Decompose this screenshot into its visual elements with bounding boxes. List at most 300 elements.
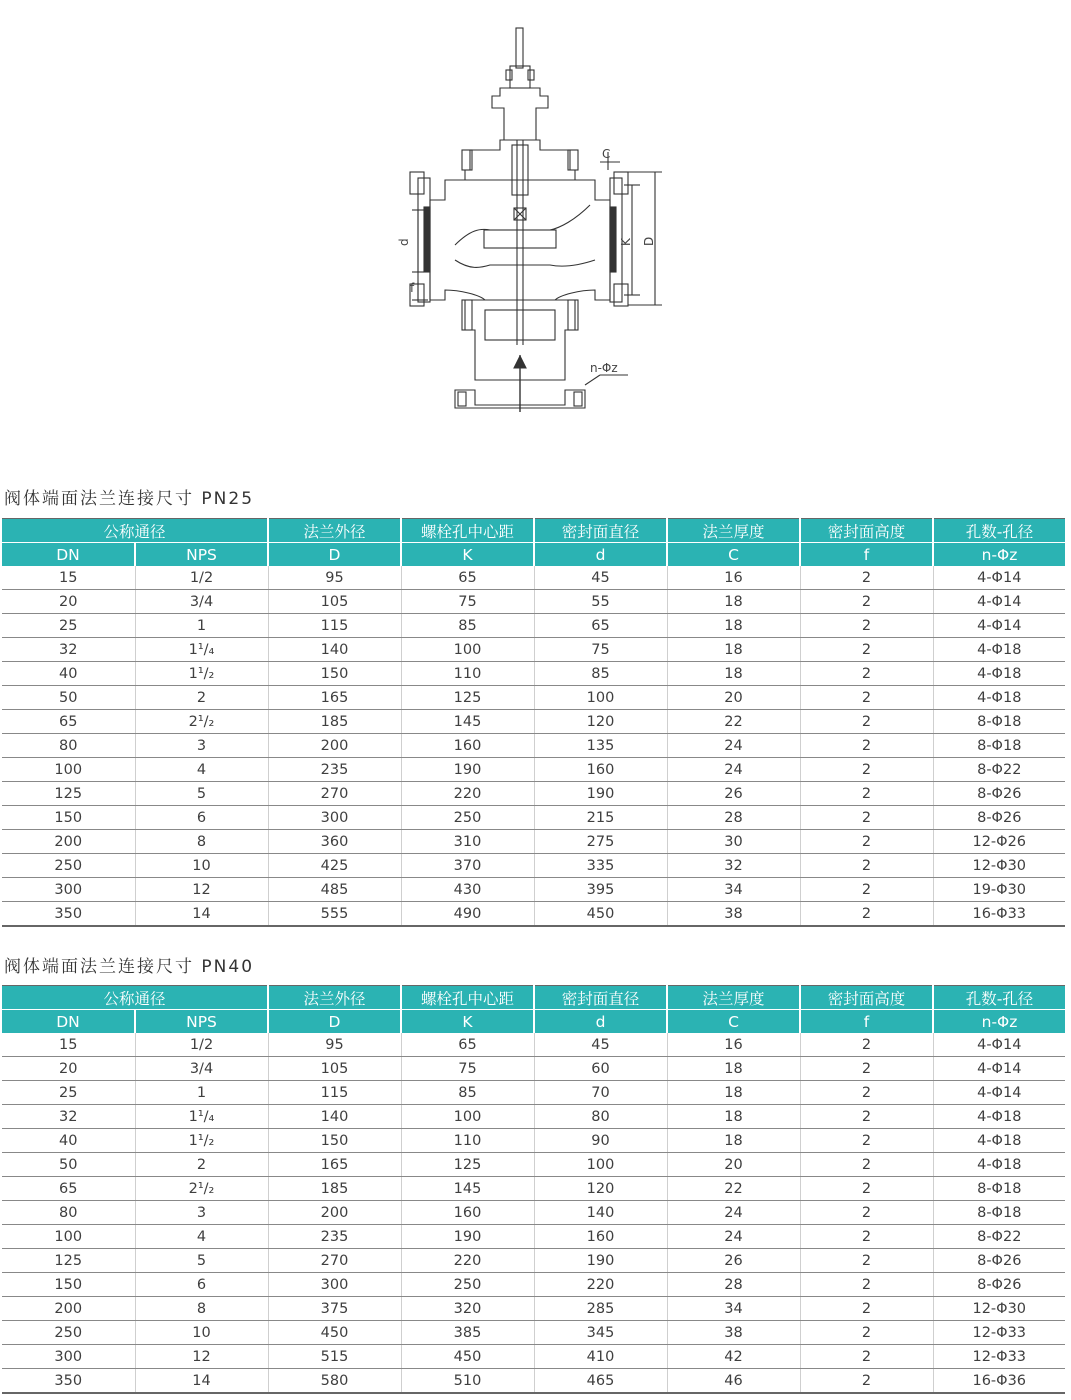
cell-nps: 6	[135, 1273, 268, 1297]
cell-seal-height: 2	[800, 1201, 933, 1225]
cell-bolt-circle: 220	[401, 1249, 534, 1273]
dim-label-k: K	[619, 238, 633, 246]
cell-outer-diameter: 95	[268, 566, 401, 590]
cell-outer-diameter: 425	[268, 854, 401, 878]
header-nominal-size: 公称通径	[2, 986, 268, 1010]
cell-seal-diameter: 100	[534, 686, 667, 710]
cell-bolt-circle: 385	[401, 1321, 534, 1345]
header-seal-diameter: 密封面直径	[534, 519, 667, 543]
cell-seal-height: 2	[800, 1033, 933, 1057]
cell-bolt-circle: 310	[401, 830, 534, 854]
cell-dn: 300	[2, 1345, 135, 1369]
cell-thickness: 24	[667, 1225, 800, 1249]
header-seal-height: 密封面高度	[800, 986, 933, 1010]
cell-seal-diameter: 285	[534, 1297, 667, 1321]
cell-holes: 8-Φ26	[933, 782, 1065, 806]
cell-nps: 3/4	[135, 590, 268, 614]
cell-seal-height: 2	[800, 1249, 933, 1273]
cell-nps: 4	[135, 758, 268, 782]
cell-seal-diameter: 220	[534, 1273, 667, 1297]
cell-nps: 8	[135, 830, 268, 854]
cell-nps: 10	[135, 854, 268, 878]
cell-nps: 6	[135, 806, 268, 830]
cell-seal-height: 2	[800, 1105, 933, 1129]
cell-outer-diameter: 360	[268, 830, 401, 854]
cell-holes: 4-Φ14	[933, 1033, 1065, 1057]
table-row	[2, 1273, 1065, 1297]
table-row	[2, 686, 1065, 710]
cell-outer-diameter: 450	[268, 1321, 401, 1345]
cell-dn: 125	[2, 782, 135, 806]
cell-nps: 2¹/₂	[135, 1177, 268, 1201]
cell-holes: 12-Φ30	[933, 1297, 1065, 1321]
cell-seal-height: 2	[800, 1297, 933, 1321]
cell-holes: 8-Φ18	[933, 1177, 1065, 1201]
cell-seal-diameter: 65	[534, 614, 667, 638]
cell-thickness: 38	[667, 1321, 800, 1345]
cell-thickness: 46	[667, 1369, 800, 1394]
table-row	[2, 806, 1065, 830]
cell-outer-diameter: 300	[268, 806, 401, 830]
cell-thickness: 24	[667, 734, 800, 758]
table-row	[2, 614, 1065, 638]
cell-holes: 4-Φ18	[933, 1105, 1065, 1129]
cell-dn: 200	[2, 1297, 135, 1321]
cell-bolt-circle: 250	[401, 806, 534, 830]
cell-thickness: 32	[667, 854, 800, 878]
cell-holes: 16-Φ36	[933, 1369, 1065, 1394]
cell-bolt-circle: 75	[401, 1057, 534, 1081]
cell-seal-diameter: 345	[534, 1321, 667, 1345]
cell-seal-diameter: 135	[534, 734, 667, 758]
cell-seal-height: 2	[800, 566, 933, 590]
cell-bolt-circle: 125	[401, 1153, 534, 1177]
cell-dn: 25	[2, 614, 135, 638]
cell-seal-height: 2	[800, 758, 933, 782]
cell-holes: 8-Φ18	[933, 1201, 1065, 1225]
cell-dn: 350	[2, 1369, 135, 1394]
cell-bolt-circle: 370	[401, 854, 534, 878]
cell-thickness: 18	[667, 1105, 800, 1129]
cell-thickness: 24	[667, 1201, 800, 1225]
cell-seal-diameter: 450	[534, 902, 667, 927]
cell-holes: 4-Φ18	[933, 1153, 1065, 1177]
cell-outer-diameter: 185	[268, 710, 401, 734]
table-row	[2, 1369, 1065, 1394]
cell-dn: 300	[2, 878, 135, 902]
header-bolt-circle: 螺栓孔中心距	[401, 986, 534, 1010]
cell-outer-diameter: 375	[268, 1297, 401, 1321]
subheader-d-seal: d	[534, 1010, 667, 1034]
table-row	[2, 1129, 1065, 1153]
cell-seal-diameter: 45	[534, 566, 667, 590]
cell-outer-diameter: 200	[268, 734, 401, 758]
cell-holes: 4-Φ18	[933, 662, 1065, 686]
cell-outer-diameter: 95	[268, 1033, 401, 1057]
cell-outer-diameter: 140	[268, 638, 401, 662]
cell-seal-height: 2	[800, 1057, 933, 1081]
cell-seal-diameter: 90	[534, 1129, 667, 1153]
cell-dn: 150	[2, 806, 135, 830]
cell-dn: 100	[2, 1225, 135, 1249]
cell-nps: 14	[135, 902, 268, 927]
cell-seal-height: 2	[800, 662, 933, 686]
cell-bolt-circle: 65	[401, 1033, 534, 1057]
cell-nps: 1¹/₂	[135, 1129, 268, 1153]
cell-dn: 15	[2, 566, 135, 590]
header-holes: 孔数-孔径	[933, 986, 1065, 1010]
dim-label-d: d	[397, 238, 411, 246]
cell-holes: 4-Φ14	[933, 590, 1065, 614]
cell-bolt-circle: 125	[401, 686, 534, 710]
cell-thickness: 38	[667, 902, 800, 927]
cell-seal-diameter: 215	[534, 806, 667, 830]
cell-seal-height: 2	[800, 902, 933, 927]
cell-seal-diameter: 335	[534, 854, 667, 878]
cell-nps: 2	[135, 1153, 268, 1177]
cell-seal-height: 2	[800, 806, 933, 830]
table-row	[2, 662, 1065, 686]
cell-outer-diameter: 115	[268, 614, 401, 638]
cell-seal-height: 2	[800, 1345, 933, 1369]
dim-label-outer-d: D	[642, 236, 656, 246]
subheader-k: K	[401, 1010, 534, 1034]
table-row	[2, 878, 1065, 902]
cell-dn: 350	[2, 902, 135, 927]
cell-seal-diameter: 80	[534, 1105, 667, 1129]
header-flange-thickness: 法兰厚度	[667, 519, 800, 543]
cell-seal-diameter: 160	[534, 758, 667, 782]
cell-thickness: 18	[667, 590, 800, 614]
table-row	[2, 734, 1065, 758]
cell-thickness: 16	[667, 1033, 800, 1057]
cell-outer-diameter: 270	[268, 1249, 401, 1273]
cell-seal-height: 2	[800, 830, 933, 854]
flange-dimension-table-pn25	[2, 518, 1065, 927]
cell-dn: 150	[2, 1273, 135, 1297]
subheader-nps: NPS	[135, 543, 268, 567]
cell-bolt-circle: 160	[401, 734, 534, 758]
subheader-d-outer: D	[268, 1010, 401, 1034]
cell-dn: 65	[2, 1177, 135, 1201]
cell-seal-diameter: 410	[534, 1345, 667, 1369]
table-row	[2, 1201, 1065, 1225]
table-row	[2, 1105, 1065, 1129]
cell-holes: 12-Φ30	[933, 854, 1065, 878]
cell-holes: 8-Φ26	[933, 806, 1065, 830]
cell-seal-height: 2	[800, 1369, 933, 1394]
dim-label-c: C	[602, 147, 611, 161]
header-flange-od: 法兰外径	[268, 519, 401, 543]
cell-nps: 1¹/₄	[135, 638, 268, 662]
cell-bolt-circle: 190	[401, 758, 534, 782]
cell-thickness: 26	[667, 782, 800, 806]
cell-nps: 3/4	[135, 1057, 268, 1081]
subheader-c: C	[667, 543, 800, 567]
cell-bolt-circle: 220	[401, 782, 534, 806]
cell-seal-diameter: 120	[534, 710, 667, 734]
cell-dn: 15	[2, 1033, 135, 1057]
cell-outer-diameter: 185	[268, 1177, 401, 1201]
cell-bolt-circle: 450	[401, 1345, 534, 1369]
cell-seal-height: 2	[800, 1321, 933, 1345]
cell-seal-height: 2	[800, 1225, 933, 1249]
cell-seal-diameter: 275	[534, 830, 667, 854]
subheader-c: C	[667, 1010, 800, 1034]
header-seal-height: 密封面高度	[800, 519, 933, 543]
cell-seal-diameter: 140	[534, 1201, 667, 1225]
cell-thickness: 18	[667, 662, 800, 686]
cell-bolt-circle: 430	[401, 878, 534, 902]
cell-seal-height: 2	[800, 878, 933, 902]
cell-bolt-circle: 320	[401, 1297, 534, 1321]
cell-holes: 8-Φ22	[933, 1225, 1065, 1249]
cell-seal-height: 2	[800, 734, 933, 758]
table-title-pn25: 阀体端面法兰连接尺寸 PN25	[4, 489, 255, 509]
dim-label-f: f	[410, 281, 415, 295]
cell-nps: 8	[135, 1297, 268, 1321]
cell-bolt-circle: 85	[401, 614, 534, 638]
cell-holes: 4-Φ18	[933, 638, 1065, 662]
cell-dn: 32	[2, 1105, 135, 1129]
subheader-f: f	[800, 543, 933, 567]
cell-seal-height: 2	[800, 614, 933, 638]
cell-dn: 32	[2, 638, 135, 662]
cell-holes: 12-Φ26	[933, 830, 1065, 854]
cell-outer-diameter: 580	[268, 1369, 401, 1394]
cell-nps: 12	[135, 1345, 268, 1369]
subheader-d-seal: d	[534, 543, 667, 567]
flange-dimension-table-pn40	[2, 985, 1065, 1394]
valve-cross-section-drawing	[380, 20, 680, 420]
cell-outer-diameter: 300	[268, 1273, 401, 1297]
table-row	[2, 902, 1065, 927]
cell-seal-height: 2	[800, 686, 933, 710]
cell-holes: 16-Φ33	[933, 902, 1065, 927]
cell-holes: 4-Φ14	[933, 614, 1065, 638]
cell-nps: 1	[135, 1081, 268, 1105]
cell-seal-diameter: 45	[534, 1033, 667, 1057]
cell-holes: 8-Φ26	[933, 1273, 1065, 1297]
cell-nps: 1¹/₄	[135, 1105, 268, 1129]
cell-outer-diameter: 150	[268, 1129, 401, 1153]
cell-outer-diameter: 165	[268, 686, 401, 710]
cell-bolt-circle: 110	[401, 662, 534, 686]
table-row	[2, 566, 1065, 590]
cell-dn: 40	[2, 1129, 135, 1153]
cell-bolt-circle: 510	[401, 1369, 534, 1394]
table-row	[2, 590, 1065, 614]
cell-bolt-circle: 160	[401, 1201, 534, 1225]
cell-dn: 80	[2, 734, 135, 758]
cell-bolt-circle: 490	[401, 902, 534, 927]
cell-outer-diameter: 105	[268, 590, 401, 614]
cell-nps: 10	[135, 1321, 268, 1345]
cell-thickness: 18	[667, 1129, 800, 1153]
cell-dn: 80	[2, 1201, 135, 1225]
cell-outer-diameter: 235	[268, 758, 401, 782]
cell-outer-diameter: 555	[268, 902, 401, 927]
cell-bolt-circle: 100	[401, 638, 534, 662]
cell-seal-diameter: 190	[534, 1249, 667, 1273]
dim-label-holes: n-Φz	[590, 361, 618, 375]
cell-seal-height: 2	[800, 638, 933, 662]
cell-dn: 20	[2, 590, 135, 614]
cell-thickness: 18	[667, 638, 800, 662]
table-row	[2, 854, 1065, 878]
header-holes: 孔数-孔径	[933, 519, 1065, 543]
cell-thickness: 24	[667, 758, 800, 782]
table-row	[2, 710, 1065, 734]
cell-holes: 4-Φ18	[933, 1129, 1065, 1153]
subheader-holes: n-Φz	[933, 1010, 1065, 1034]
cell-nps: 12	[135, 878, 268, 902]
table-row	[2, 1033, 1065, 1057]
cell-outer-diameter: 515	[268, 1345, 401, 1369]
cell-outer-diameter: 140	[268, 1105, 401, 1129]
cell-seal-diameter: 465	[534, 1369, 667, 1394]
cell-seal-height: 2	[800, 1081, 933, 1105]
cell-outer-diameter: 200	[268, 1201, 401, 1225]
header-bolt-circle: 螺栓孔中心距	[401, 519, 534, 543]
cell-seal-diameter: 60	[534, 1057, 667, 1081]
cell-seal-diameter: 75	[534, 638, 667, 662]
cell-holes: 4-Φ14	[933, 566, 1065, 590]
cell-thickness: 42	[667, 1345, 800, 1369]
cell-outer-diameter: 150	[268, 662, 401, 686]
cell-seal-diameter: 55	[534, 590, 667, 614]
cell-dn: 125	[2, 1249, 135, 1273]
cell-seal-height: 2	[800, 710, 933, 734]
table-row	[2, 1057, 1065, 1081]
cell-nps: 3	[135, 1201, 268, 1225]
cell-thickness: 18	[667, 614, 800, 638]
cell-thickness: 34	[667, 878, 800, 902]
table-row	[2, 830, 1065, 854]
cell-holes: 8-Φ18	[933, 734, 1065, 758]
cell-outer-diameter: 235	[268, 1225, 401, 1249]
cell-holes: 4-Φ14	[933, 1081, 1065, 1105]
cell-nps: 4	[135, 1225, 268, 1249]
cell-thickness: 20	[667, 1153, 800, 1177]
table-row	[2, 758, 1065, 782]
cell-nps: 1¹/₂	[135, 662, 268, 686]
cell-nps: 1/2	[135, 566, 268, 590]
cell-thickness: 18	[667, 1057, 800, 1081]
table-row	[2, 1297, 1065, 1321]
subheader-dn: DN	[2, 543, 135, 567]
cell-dn: 20	[2, 1057, 135, 1081]
subheader-d-outer: D	[268, 543, 401, 567]
cell-thickness: 16	[667, 566, 800, 590]
cell-bolt-circle: 75	[401, 590, 534, 614]
cell-seal-height: 2	[800, 1153, 933, 1177]
table-row	[2, 638, 1065, 662]
cell-nps: 5	[135, 782, 268, 806]
cell-dn: 65	[2, 710, 135, 734]
cell-thickness: 28	[667, 1273, 800, 1297]
cell-bolt-circle: 145	[401, 710, 534, 734]
cell-thickness: 20	[667, 686, 800, 710]
cell-nps: 1	[135, 614, 268, 638]
cell-thickness: 28	[667, 806, 800, 830]
cell-seal-height: 2	[800, 1129, 933, 1153]
cell-dn: 40	[2, 662, 135, 686]
cell-bolt-circle: 145	[401, 1177, 534, 1201]
cell-dn: 200	[2, 830, 135, 854]
cell-outer-diameter: 270	[268, 782, 401, 806]
header-flange-od: 法兰外径	[268, 986, 401, 1010]
cell-thickness: 22	[667, 1177, 800, 1201]
cell-seal-diameter: 70	[534, 1081, 667, 1105]
cell-seal-height: 2	[800, 782, 933, 806]
table-row	[2, 1249, 1065, 1273]
cell-nps: 1/2	[135, 1033, 268, 1057]
cell-dn: 50	[2, 686, 135, 710]
cell-bolt-circle: 85	[401, 1081, 534, 1105]
cell-outer-diameter: 165	[268, 1153, 401, 1177]
cell-holes: 4-Φ18	[933, 686, 1065, 710]
cell-thickness: 18	[667, 1081, 800, 1105]
cell-outer-diameter: 485	[268, 878, 401, 902]
cell-seal-height: 2	[800, 1177, 933, 1201]
cell-seal-diameter: 120	[534, 1177, 667, 1201]
cell-thickness: 26	[667, 1249, 800, 1273]
cell-bolt-circle: 250	[401, 1273, 534, 1297]
cell-seal-height: 2	[800, 590, 933, 614]
header-nominal-size: 公称通径	[2, 519, 268, 543]
cell-bolt-circle: 110	[401, 1129, 534, 1153]
cell-nps: 5	[135, 1249, 268, 1273]
cell-nps: 14	[135, 1369, 268, 1394]
table-row	[2, 1321, 1065, 1345]
table-row	[2, 782, 1065, 806]
cell-nps: 2¹/₂	[135, 710, 268, 734]
cell-dn: 25	[2, 1081, 135, 1105]
cell-seal-diameter: 100	[534, 1153, 667, 1177]
table-row	[2, 1225, 1065, 1249]
subheader-dn: DN	[2, 1010, 135, 1034]
cell-seal-height: 2	[800, 1273, 933, 1297]
cell-thickness: 22	[667, 710, 800, 734]
cell-seal-diameter: 395	[534, 878, 667, 902]
cell-thickness: 34	[667, 1297, 800, 1321]
cell-dn: 100	[2, 758, 135, 782]
table-row	[2, 1177, 1065, 1201]
subheader-nps: NPS	[135, 1010, 268, 1034]
cell-holes: 19-Φ30	[933, 878, 1065, 902]
table-row	[2, 1345, 1065, 1369]
table-title-pn40: 阀体端面法兰连接尺寸 PN40	[4, 957, 255, 977]
table-row	[2, 1153, 1065, 1177]
cell-nps: 3	[135, 734, 268, 758]
cell-holes: 8-Φ22	[933, 758, 1065, 782]
cell-bolt-circle: 190	[401, 1225, 534, 1249]
header-flange-thickness: 法兰厚度	[667, 986, 800, 1010]
cell-holes: 8-Φ18	[933, 710, 1065, 734]
cell-holes: 12-Φ33	[933, 1321, 1065, 1345]
cell-seal-diameter: 160	[534, 1225, 667, 1249]
cell-holes: 4-Φ14	[933, 1057, 1065, 1081]
cell-thickness: 30	[667, 830, 800, 854]
table-row	[2, 1081, 1065, 1105]
cell-dn: 50	[2, 1153, 135, 1177]
subheader-holes: n-Φz	[933, 543, 1065, 567]
cell-outer-diameter: 105	[268, 1057, 401, 1081]
cell-dn: 250	[2, 1321, 135, 1345]
cell-holes: 12-Φ33	[933, 1345, 1065, 1369]
cell-seal-diameter: 190	[534, 782, 667, 806]
